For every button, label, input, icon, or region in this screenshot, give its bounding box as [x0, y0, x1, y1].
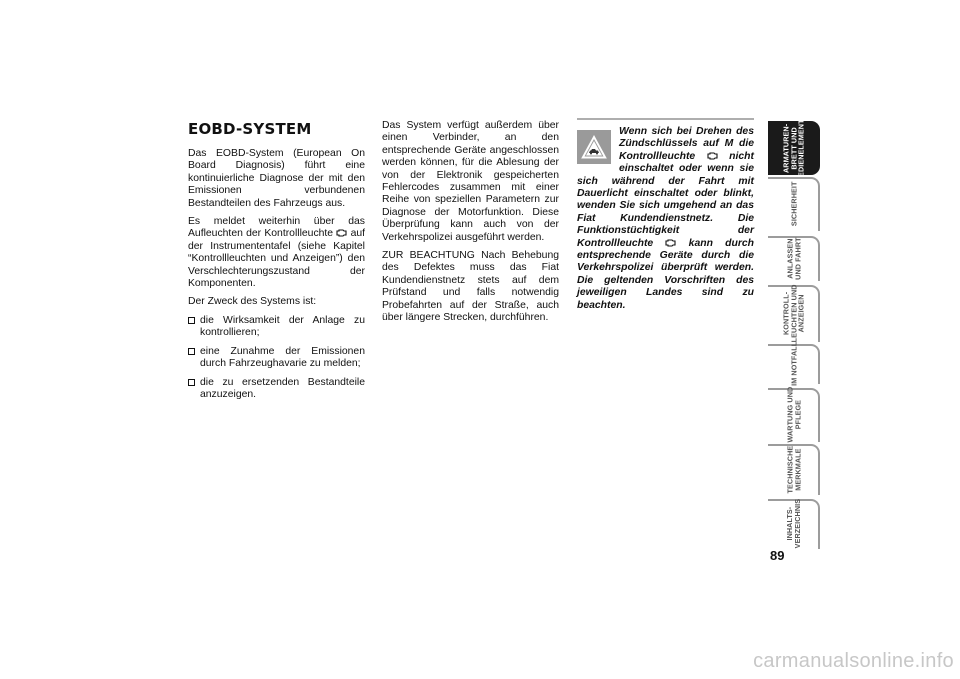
tab-anlassen-und-fahrt[interactable] [768, 236, 820, 281]
tab-label: TECHNISCHE MERKMALE [785, 445, 802, 494]
tab-wartung-und-pflege[interactable] [768, 388, 820, 442]
engine-check-icon [707, 151, 718, 160]
left-column [188, 120, 365, 407]
tab-label: SICHERHEIT [789, 181, 799, 227]
checkbox-bullet-icon [188, 348, 195, 355]
tab-label: ANLASSEN UND FAHRT [785, 237, 802, 280]
engine-check-icon [665, 238, 676, 247]
paragraph-intro: Das EOBD-System (European On Board Diagnosis) führt eine kontinuierliche Diagnose der mit den Emissionen verbundenen Bestandteilen des Fahrzeugs aus. [188, 148, 365, 209]
checkbox-bullet-icon [188, 317, 195, 324]
tab-inhalts-verzeichnis[interactable] [768, 499, 820, 549]
list-item: eine Zunahme der Emissionen durch Fahrzeughavarie zu melden; [188, 346, 365, 371]
car-warning-icon [577, 130, 611, 164]
page-number: 89 [770, 548, 785, 563]
tab-label: KONTROLL- LEUCHTEN UND ANZEIGEN [781, 284, 806, 343]
tab-label: WARTUNG UND PFLEGE [785, 387, 802, 443]
middle-column [382, 120, 559, 331]
warning-top-rule [577, 118, 754, 120]
paragraph-connector: Das System verfügt außerdem über einen Verbinder, an den entsprechende Geräte angeschlossen werden können, für die Ablesung der von der Elektronik gespeicherten Fehlercodes zusammen mit einer Reihe von speziellen Parametern zur Diagnose der Motorfunktion. Diese Überprüfung kann auch von der Verkehrspolizei ausgeführt werden. [382, 120, 559, 243]
engine-check-icon [336, 228, 347, 237]
warning-box [577, 118, 754, 312]
checkbox-bullet-icon [188, 379, 195, 386]
tab-sicherheit[interactable] [768, 177, 820, 231]
tab-armaturen-brett-und-bedienelemente[interactable] [768, 114, 820, 182]
tab-im-notfall[interactable] [768, 341, 820, 387]
tab-kontroll-leuchten-und-anzeigen[interactable] [768, 285, 820, 342]
tab-label: ARMATUREN- BRETT UND BEDIENELEMENTE [781, 114, 806, 182]
warning-text: Wenn sich bei Drehen des Zündschlüssels auf M die Kontrollleuchte nicht einschaltet oder wenn sie sich während der Fahrt mit Dauerlicht einschaltet oder blinkt, wenden Sie sich umgehend an das Fiat Kundendienstnetz. Die Funktionstüchtigkeit der Kontrollleuchte kann durch entsprechende Geräte durch die Verkehrspolizei überprüft werden. Die geltenden Vorschriften des jeweiligen Landes sind zu beachten. [577, 126, 755, 311]
tab-technische-merkmale[interactable] [768, 444, 820, 495]
list-item: die zu ersetzenden Bestandteile anzuzeigen. [188, 377, 365, 402]
list-item: die Wirksamkeit der Anlage zu kontrollieren; [188, 315, 365, 340]
paragraph-text: auf der Instrumententafel (siehe Kapitel “Kontrollleuchten und Anzeigen”) den Verschlechterungszustand der Komponenten. [188, 228, 366, 290]
purpose-list [188, 315, 365, 401]
paragraph-warning-light [188, 216, 365, 290]
paragraph-text: Es meldet weiterhin über das Aufleuchten der Kontrollleuchte [188, 216, 365, 240]
watermark: carmanualsonline.info [753, 650, 954, 672]
section-title: EOBD-SYSTEM [188, 120, 312, 138]
tab-label: IM NOTFALL [789, 341, 799, 387]
tab-label: INHALTS- VERZEICHNIS [785, 499, 802, 549]
paragraph-purpose: Der Zweck des Systems ist: [188, 296, 317, 308]
paragraph-note: ZUR BEACHTUNG Nach Behebung des Defektes muss das Fiat Kundendienstnetz stets auf dem Prüfstand und falls notwendig Probefahrten auf der Straße, auch über längere Strecken, durchführen. [382, 250, 559, 324]
